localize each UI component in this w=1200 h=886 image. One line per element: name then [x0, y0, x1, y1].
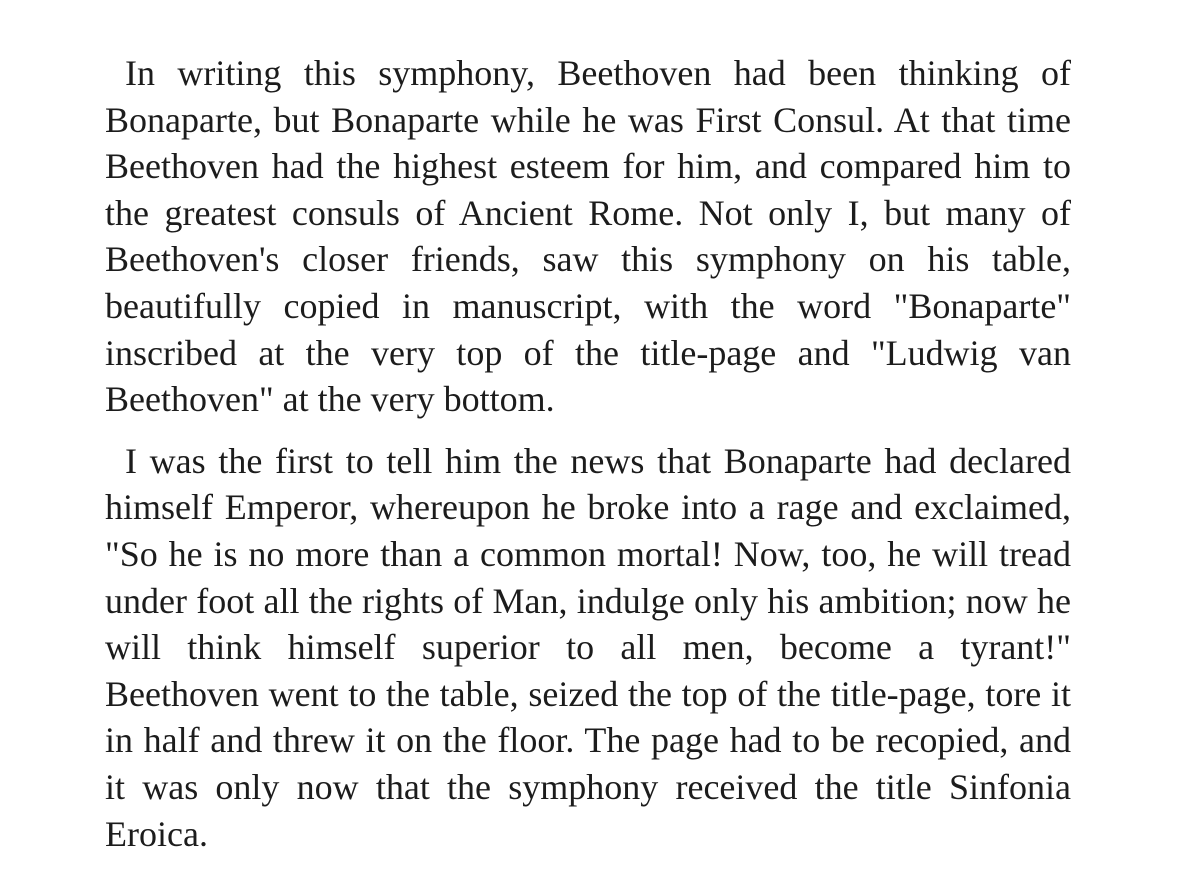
paragraph-first-consul: In writing this symphony, Beethoven had been thinking of Bonaparte, but Bonaparte while he was First Consul. At that time Beethoven had the highest esteem for him, and compared him to the greatest consuls of Ancient Rome. Not only I, but many of Beethoven's closer friends, saw this symphony on his table, beautifully copied in manuscript, with the word "Bonaparte" inscribed at the very top of the title-page and "Ludwig van Beethoven" at the very bottom.: [105, 53, 1071, 420]
document-body: [105, 50, 1071, 857]
paragraph-emperor: I was the first to tell him the news that Bonaparte had declared himself Emperor, whereupon he broke into a rage and exclaimed, "So he is no more than a common mortal! Now, too, he will tread under foot all the rights of Man, indulge only his ambition; now he will think himself superior to all men, become a tyrant!" Beethoven went to the table, seized the top of the title-page, tore it in half and threw it on the floor. The page had to be recopied, and it was only now that the symphony received the title Sinfonia Eroica.: [105, 440, 1071, 854]
